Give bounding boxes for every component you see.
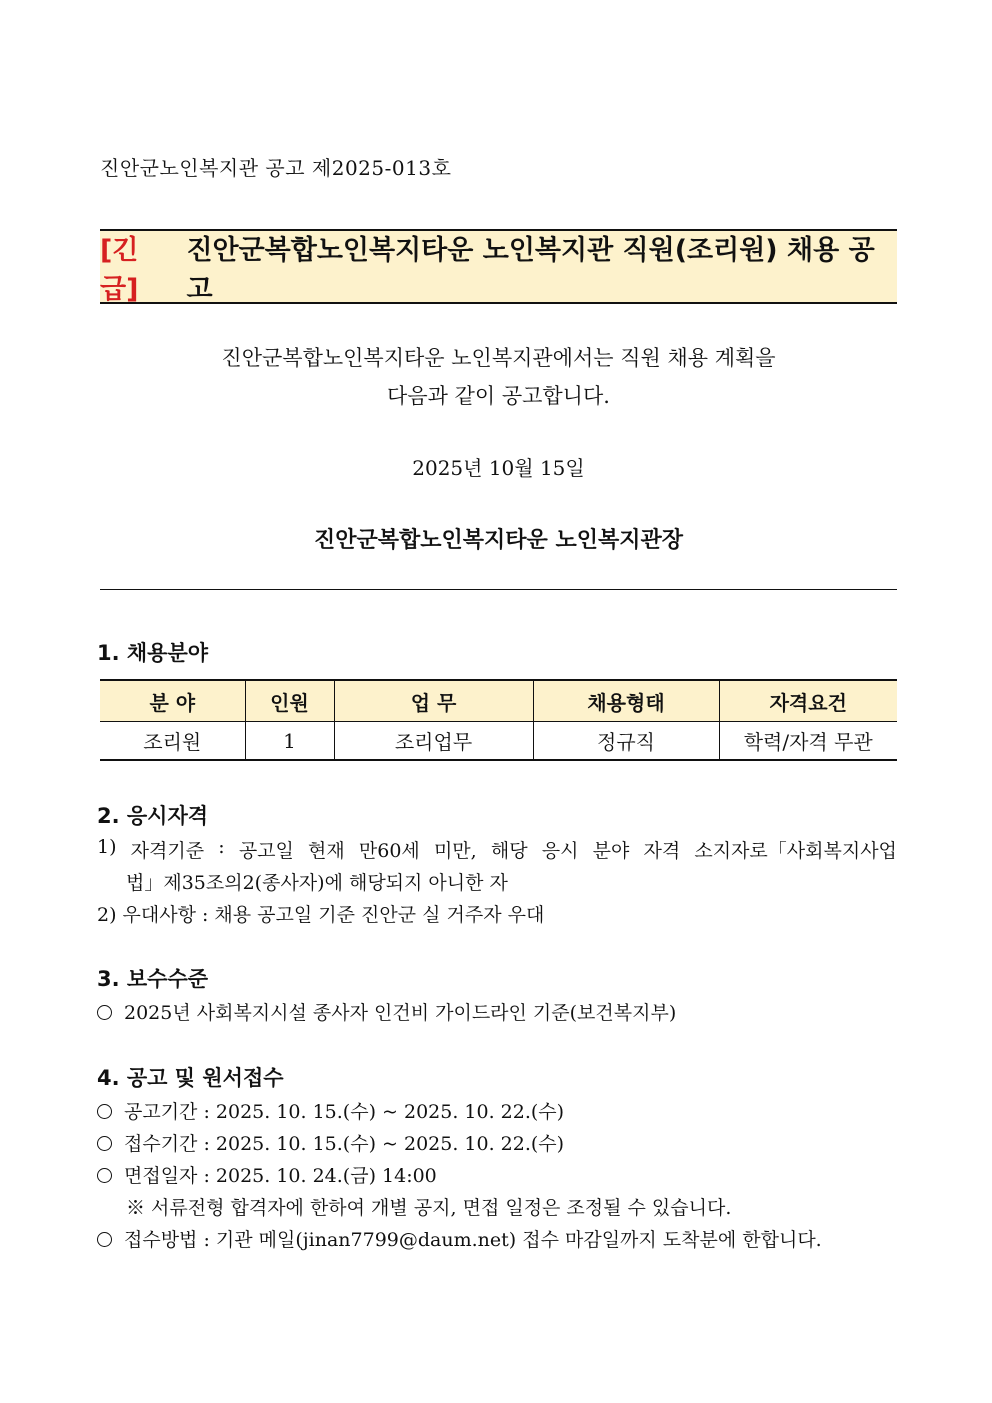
salary-text: 2025년 사회복지시설 종사자 인건비 가이드라인 기준(보건복지부) <box>124 1002 677 1024</box>
intro-line-1: 진안군복합노인복지타운 노인복지관에서는 직원 채용 계획을 <box>221 346 776 370</box>
eligibility-item-2: 2) 우대사항 : 채용 공고일 기준 진안군 실 거주자 우대 <box>97 904 545 926</box>
urgent-tag: [긴급] <box>100 234 139 305</box>
circle-bullet-icon <box>97 1005 112 1020</box>
table-cell: 조리업무 <box>334 722 533 761</box>
eligibility-item-1-cont: 법」제35조의2(종사자)에 해당되지 아니한 자 <box>126 872 508 894</box>
circle-bullet-icon <box>97 1104 112 1119</box>
notice-period-item <box>97 1097 564 1124</box>
word: 분야 <box>592 840 630 862</box>
word: 만60세 <box>358 840 420 862</box>
receipt-period-text: 접수기간 : 2025. 10. 15.(수) ~ 2025. 10. 22.(수) <box>124 1133 565 1155</box>
page-title: 진안군복합노인복지타운 노인복지관 직원(조리원) 채용 공고 <box>186 234 875 305</box>
table-cell: 정규직 <box>533 722 719 761</box>
application-method-item <box>97 1225 822 1252</box>
circle-bullet-icon <box>97 1136 112 1151</box>
table-header-row <box>100 680 897 722</box>
word: 자격 <box>643 840 681 862</box>
section-heading-salary: 3. 보수수준 <box>97 967 209 991</box>
word: 자격기준 <box>130 840 205 862</box>
divider <box>100 589 897 590</box>
word: 소지자로「사회복지사업 <box>694 840 897 862</box>
table-header-cell: 업 무 <box>334 680 533 722</box>
table-cell: 학력/자격 무관 <box>719 722 897 761</box>
interview-date-text: 면접일자 : 2025. 10. 24.(금) 14:00 <box>124 1165 437 1187</box>
notice-period-text: 공고기간 : 2025. 10. 15.(수) ~ 2025. 10. 22.(수) <box>124 1101 565 1123</box>
table-cell: 조리원 <box>100 722 245 761</box>
section-heading-field: 1. 채용분야 <box>97 641 209 665</box>
word: : <box>218 836 225 858</box>
table-header-cell: 인원 <box>245 680 334 722</box>
table-header-cell: 분 야 <box>100 680 245 722</box>
application-method-text: 접수방법 : 기관 메일(jinan7799@daum.net) 접수 마감일까지 도착분에 한합니다. <box>124 1229 822 1251</box>
title-banner <box>100 229 897 304</box>
word: 응시 <box>541 840 579 862</box>
word: 현재 <box>308 840 345 862</box>
table-row <box>100 722 897 761</box>
table-cell: 1 <box>245 722 334 761</box>
announcement-date: 2025년 10월 15일 <box>412 456 585 480</box>
circle-bullet-icon <box>97 1168 112 1183</box>
receipt-period-item <box>97 1129 564 1156</box>
eligibility-item-1 <box>97 836 897 863</box>
table-header-cell: 자격요건 <box>719 680 897 722</box>
signatory: 진안군복합노인복지타운 노인복지관장 <box>314 528 683 553</box>
section-heading-application: 4. 공고 및 원서접수 <box>97 1066 284 1090</box>
word: 해당 <box>490 840 528 862</box>
recruitment-table <box>100 679 897 761</box>
section-heading-eligibility: 2. 응시자격 <box>97 804 209 828</box>
word: 미만, <box>433 840 477 862</box>
word: 1) <box>97 836 117 858</box>
intro-line-2: 다음과 같이 공고합니다. <box>387 384 610 408</box>
word: 공고일 <box>238 840 294 862</box>
circle-bullet-icon <box>97 1232 112 1247</box>
notice-number: 진안군노인복지관 공고 제2025-013호 <box>100 156 452 180</box>
screening-note: ※ 서류전형 합격자에 한하여 개별 공지, 면접 일정은 조정될 수 있습니다. <box>126 1197 732 1219</box>
salary-item <box>97 998 676 1025</box>
table-header-cell: 채용형태 <box>533 680 719 722</box>
interview-date-item <box>97 1161 437 1188</box>
